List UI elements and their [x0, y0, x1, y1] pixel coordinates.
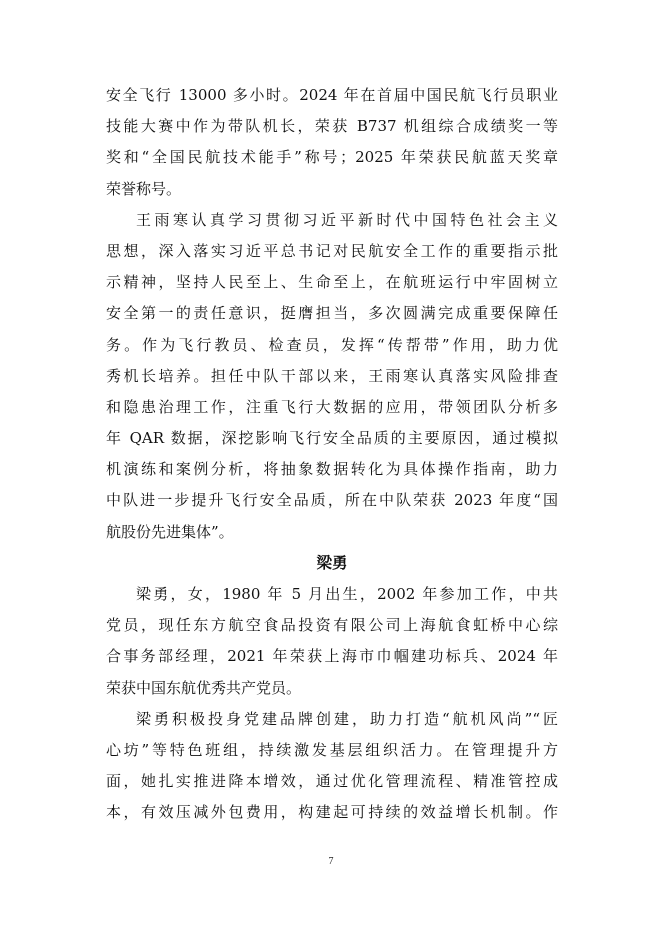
- text-line: 务。作为飞行教员、检查员，发挥“传帮带”作用，助力优: [106, 335, 558, 354]
- text-line: 梁勇积极投身党建品牌创建，助力打造“航机风尚”“匠: [136, 709, 558, 728]
- paragraph-3: [106, 579, 558, 704]
- text-line: 思想，深入落实习近平总书记对民航安全工作的重要指示批: [106, 241, 558, 260]
- text-line: 机演练和案例分析，将抽象数据转化为具体操作指南，助力: [106, 460, 558, 479]
- paragraph-4: [106, 704, 558, 829]
- paragraph-1: [106, 80, 558, 205]
- text-line: 心坊”等特色班组，持续激发基层组织活力。在管理提升方: [106, 740, 558, 759]
- text-line: 秀机长培养。担任中队干部以来，王雨寒认真落实风险排查: [106, 366, 558, 385]
- page-number: 7: [328, 856, 334, 867]
- text-line: 年 QAR 数据，深挖影响飞行安全品质的主要原因，通过模拟: [106, 429, 558, 448]
- text-line: 技能大赛中作为带队机长，荣获 B737 机组综合成绩奖一等: [106, 117, 558, 136]
- text-line: 安全第一的责任意识，挺膺担当，多次圆满完成重要保障任: [106, 304, 558, 323]
- text-line: 合事务部经理，2021 年荣获上海市巾帼建功标兵、2024 年: [106, 647, 558, 666]
- text-line: 示精神，坚持人民至上、生命至上，在航班运行中牢固树立: [106, 273, 558, 292]
- text-line: 党员，现任东方航空食品投资有限公司上海航食虹桥中心综: [106, 616, 558, 635]
- text-line: 面，她扎实推进降本增效，通过优化管理流程、精准管控成: [106, 772, 558, 791]
- text-line: 航股份先进集体”。: [106, 522, 234, 541]
- text-line: 梁勇，女，1980 年 5 月出生，2002 年参加工作，中共: [136, 585, 558, 603]
- text-line: 荣誉称号。: [106, 179, 182, 198]
- body-text: [106, 80, 558, 829]
- text-line: 王雨寒认真学习贯彻习近平新时代中国特色社会主义: [136, 210, 558, 229]
- text-line: 安全飞行 13000 多小时。2024 年在首届中国民航飞行员职业: [106, 86, 558, 104]
- text-line: 奖和“全国民航技术能手”称号；2025 年荣获民航蓝天奖章: [106, 148, 558, 167]
- text-line: 荣获中国东航优秀共产党员。: [106, 678, 302, 697]
- section-heading: 梁勇: [316, 553, 348, 572]
- paragraph-2: [106, 205, 558, 548]
- text-line: 本，有效压减外包费用，构建起可持续的效益增长机制。作: [106, 803, 558, 822]
- text-line: 中队进一步提升飞行安全品质，所在中队荣获 2023 年度“国: [106, 491, 558, 510]
- text-line: 和隐患治理工作，注重飞行大数据的应用，带领团队分析多: [106, 397, 558, 416]
